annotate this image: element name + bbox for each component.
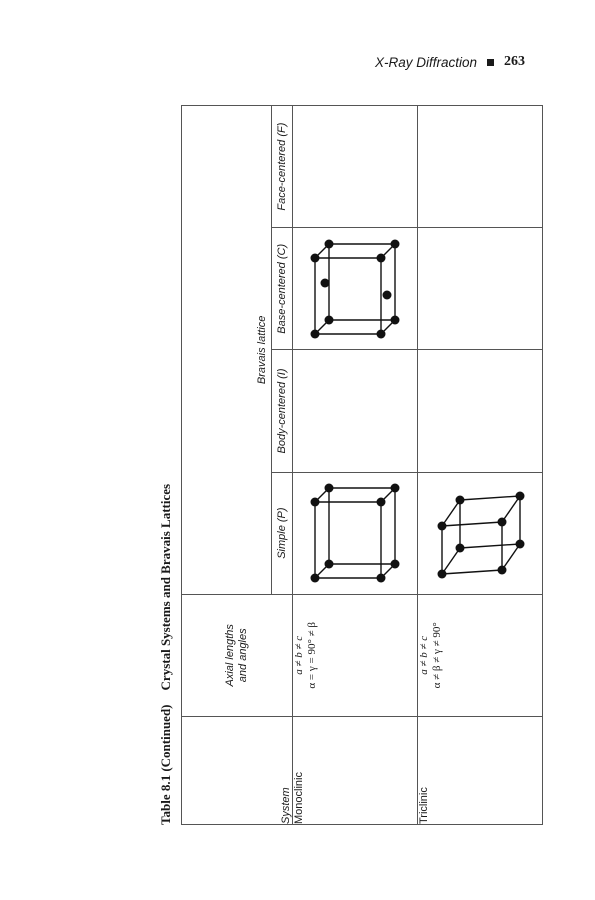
header-bravais-lattice: Bravais lattice [182,106,272,595]
running-head-title: X-Ray Diffraction [374,54,477,70]
lattice-cell-face-centered [293,106,418,228]
running-head [375,52,525,72]
axial-angles: α = γ = 90° ≠ β [306,622,318,689]
header-body-centered: Body-centered (I) [271,350,292,472]
lattice-cell-simple [418,472,543,594]
header-axial-line1: Axial lengths [224,624,236,687]
axial-lengths: a ≠ b ≠ c [418,635,430,675]
monoclinic-base-centered-icon [305,234,405,344]
table-block [156,105,443,825]
rotated-table-region [156,105,443,825]
header-face-centered: Face-centered (F) [271,106,292,228]
lattice-cell-base-centered [418,228,543,350]
system-cell: Monoclinic [293,716,418,824]
header-simple: Simple (P) [271,472,292,594]
header-axial-line2: and angles [237,628,249,683]
header-base-centered: Base-centered (C) [271,228,292,350]
bravais-lattice-table [181,105,543,825]
table-row-monoclinic [293,106,418,825]
monoclinic-simple-icon [305,478,405,588]
header-axial [182,594,293,716]
lattice-cell-face-centered [418,106,543,228]
lattice-cell-simple [293,472,418,594]
axial-cell [418,594,543,716]
axial-angles: α ≠ β ≠ γ ≠ 90° [431,622,443,689]
triclinic-simple-icon [430,478,530,588]
axial-lengths: a ≠ b ≠ c [293,635,305,675]
header-system: System [182,716,293,824]
lattice-cell-base-centered [293,228,418,350]
page-number: 263 [504,54,525,69]
running-head-square-icon [487,59,494,66]
table-caption [158,105,178,825]
axial-cell [293,594,418,716]
table-caption-title: Crystal Systems and Bravais Lattices [158,483,173,691]
lattice-cell-body-centered [418,350,543,472]
table-caption-number: Table 8.1 (Continued) [158,704,173,825]
system-cell: Triclinic [418,716,543,824]
lattice-cell-body-centered [293,350,418,472]
table-row-triclinic [418,106,543,825]
